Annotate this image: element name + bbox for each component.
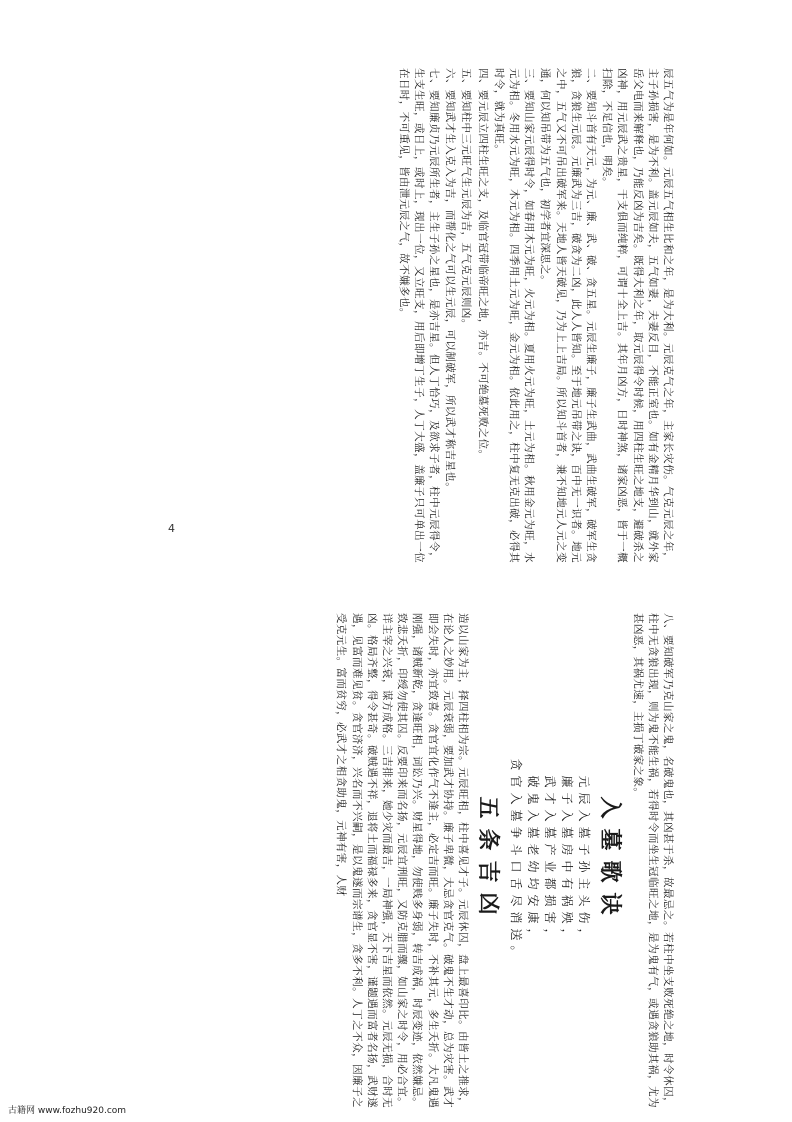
right-page <box>205 613 675 1108</box>
verse-line: 破鬼入墓老幼均安康， <box>526 775 541 946</box>
verse-line: 元辰入墓子孙主头伤， <box>577 775 592 946</box>
verse-line: 武才入墓产业都损害， <box>543 775 558 946</box>
page-number: 4 <box>168 522 175 535</box>
rotated-page-spread <box>205 68 675 1108</box>
heading-five-fortunes: 五条吉凶 <box>475 796 501 925</box>
left-page <box>205 68 675 563</box>
paragraph-five-fortunes: 造以山家为主，择四柱相为宗。元辰旺相，柱中喜见才子。元辰休囚，盘上最喜印比。由皆土之推求，在论人之妙用。元辰衰弱，要加武才协持。廉子卑微，大忌贪官克气。破鬼不生才动，总为灾害。武才即会失时，亦宜致喜。贪官宜化作气不逢主，必定吉而旺。廉子失时，不补其元，多生夭折。大凡鬼遇刚强，诸贼新乾，贪逢旺相，词讼乃兴。财星得地，勿使贱多身弱，转吉成祸，时辰变迹，依然嫌忌。致悲夭折，印绶勿使其囚。反要印来而名扬，元辰宜刑旺，又防克腊而骤，如山家之时令，用必合宜。详主宰之兴衰，谋方成格。三吉排来，她少灾而最吉，一局神强，天下吉星而依然。元辰无损，合时无凶。格局齐整，得令甚奇。破贼遇不祥，退将土而福禄多来，贪官显不害，谨题遇而富者名扬，武财遂遇，见富而难见贫。贪官济济，兴名而不兴嗣，是以鬼遂而宗谱生，贪多不利。人丁之不众，因廉子之受克元生。富而贫穷，必武才之相贪助鬼，元神有害，人财 <box>335 613 469 1108</box>
verse-line: 贪官入墓争斗口舌尽消送。 <box>509 758 524 963</box>
paragraph-7: 七、要知廉贞乃元辰所生者，主生子孙之星也，是亦吉星。但人丁恰巧，及欲求子者，柱中元辰得令，生支生旺，或日上，或时上，现出一位，又立旺支，用后即增丁生子，人丁大盛，盖廉子只可单出一位在日时，不可重见，皆由泄元辰之气，故不嫌多也。 <box>397 68 440 563</box>
paragraph-8: 八、要知破军乃克山家之鬼，名破鬼也，其凶甚于杀，故最忌之。若柱中坐支败死绝之地，时令休囚，柱中无贪狼出现，则为鬼不能生祸，若得时令而坐生冠临旺之地，是为鬼有气，或遇贪狼助其祸，尤为甚凶恶，其祸尤速，主损丁破家之象。 <box>631 613 674 1108</box>
paragraph-4: 四、要元辰立四柱生旺之支，及临官冠带临帝旺之地，亦吉。不可绝墓死败之位。 <box>476 68 489 461</box>
paragraph-5: 五、要知柱中三元旺气生元辰为吉，五气克元辰则凶。 <box>460 68 473 330</box>
paragraph-intro: 辰五气为是年何如。元辰五气相生比和之年，是为大利。元辰克气之年，主家长灾伤。气克元辰之年，主子孙损害，是为不利。盖元辰如夫，五气如妻，夫妻反目，不能正室也。如有金精月华到山，就外家岳父电而来解释也，乃能反凶为吉矣。既得大利之年，取元辰得令时候，用四柱生旺之地支，避破杀之凶神，用元辰武之贵星，干支俱而纯粹，可谓十全上吉。其年月凶方，日时神煞，诸家凶恶，皆于一概扫除，不足信也，明矣。 <box>601 68 674 563</box>
verse-line: 廉子入墓房中有祸殃， <box>560 775 575 946</box>
paragraph-3: 三、要知山家元辰得时令，如春用木元为旺，火元为相。夏用火元为旺，土元为相。秋用金元为旺，水元为相。冬用水元为旺，木元为相。四季用土元为旺，金元为相。依此用之，柱中复无克出破，必得其时令，就为真旺。 <box>492 68 536 563</box>
footer-watermark: 古籍网 www.fozhu920.com <box>8 1106 127 1116</box>
scanned-text-block <box>205 68 675 1108</box>
heading-entering-tomb-verse: 入墓歌诀 <box>597 796 623 925</box>
paragraph-6: 六、要知武才生入克入为吉，而帮化之气可以生元辰，可以制破军，所以武才称吉星也。 <box>444 68 457 494</box>
paragraph-2: 二、要知斗首有天元，为元、廉、武、破、贪五星。元辰生廉子，廉子生武曲，武曲生破军，破军生贪狼，贪狼生元辰。元廉武为三吉，破贪为二凶，此人人皆知。至于地元吊带之诀，百中无一识者。地元之中，五气又不可吊出破军来。天地人皆天破见，乃为上上吉局。所以知斗首者，兼不知地元人元之变通，何以知吊带为五气也，初学者宜深思之。 <box>539 68 597 563</box>
